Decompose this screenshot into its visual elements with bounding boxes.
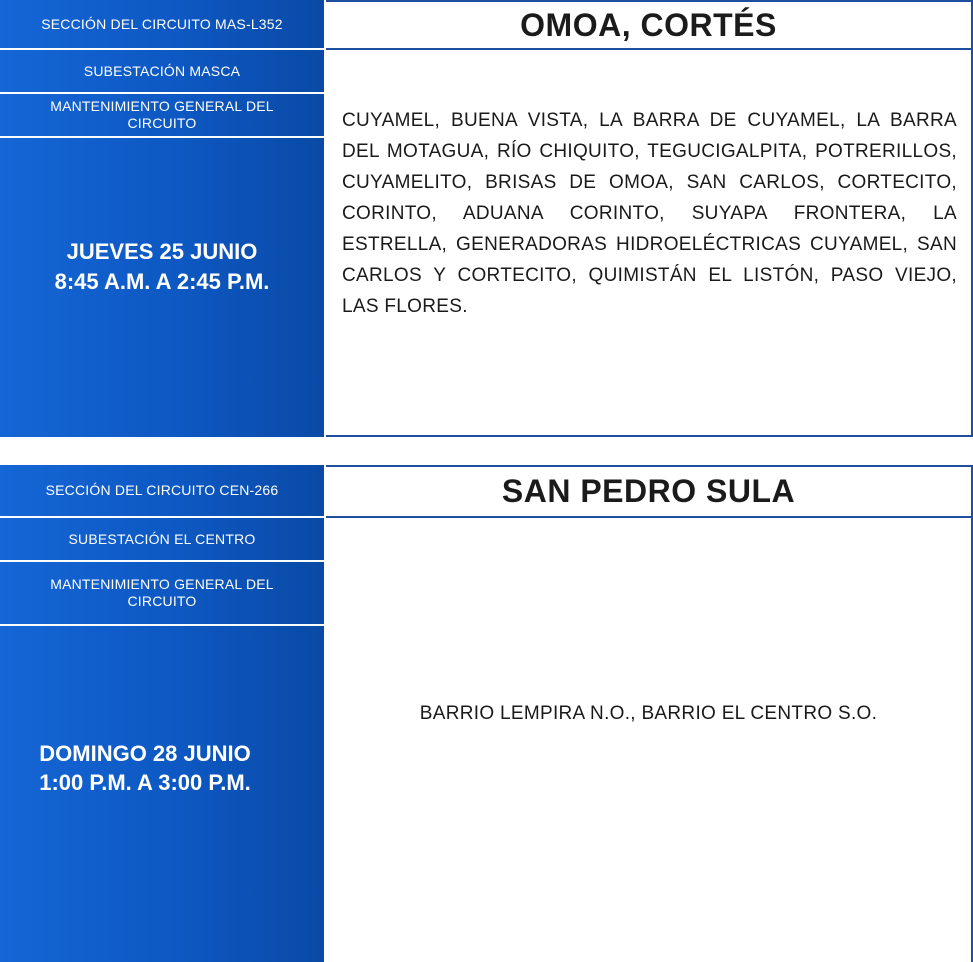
work-type-text: MANTENIMIENTO GENERAL DEL CIRCUITO	[50, 576, 274, 609]
circuit-label: SECCIÓN DEL CIRCUITO CEN-266	[0, 465, 324, 518]
location-title: OMOA, CORTÉS	[326, 0, 973, 50]
outage-date: JUEVES 25 JUNIO	[66, 239, 258, 264]
affected-areas-box	[326, 518, 973, 962]
substation-label: SUBESTACIÓN MASCA	[0, 50, 324, 94]
schedule-panel	[0, 0, 324, 437]
outage-card-omoa	[0, 0, 973, 437]
outage-date: DOMINGO 28 JUNIO	[39, 741, 251, 766]
substation-label: SUBESTACIÓN EL CENTRO	[0, 518, 324, 562]
schedule-panel	[0, 465, 324, 962]
outage-time: 1:00 P.M. A 3:00 P.M.	[39, 770, 251, 795]
affected-areas-text: BARRIO LEMPIRA N.O., BARRIO EL CENTRO S.O.	[419, 703, 878, 724]
outage-card-san-pedro-sula	[0, 465, 973, 962]
work-type-label	[0, 94, 324, 138]
outage-time: 8:45 A.M. A 2:45 P.M.	[54, 269, 270, 294]
location-title: SAN PEDRO SULA	[326, 465, 973, 518]
affected-areas-box	[326, 50, 973, 437]
circuit-label: SECCIÓN DEL CIRCUITO MAS-L352	[0, 0, 324, 50]
work-type-text: MANTENIMIENTO GENERAL DEL CIRCUITO	[50, 98, 274, 131]
work-type-label	[0, 562, 324, 626]
affected-areas-text: CUYAMEL, BUENA VISTA, LA BARRA DE CUYAMEL, LA BARRA DEL MOTAGUA, RÍO CHIQUITO, TEGUCIGALPITA, POTRERILLOS, CUYAMELITO, BRISAS DE OMOA, SAN CARLOS, CORTECITO, CORINTO, ADUANA CORINTO, SUYAPA FRONTERA, LA ESTRELLA, GENERADORAS HIDROELÉCTRICAS CUYAMEL, SAN CARLOS Y CORTECITO, QUIMISTÁN EL LISTÓN, PASO VIEJO, LAS FLORES.	[342, 110, 957, 317]
